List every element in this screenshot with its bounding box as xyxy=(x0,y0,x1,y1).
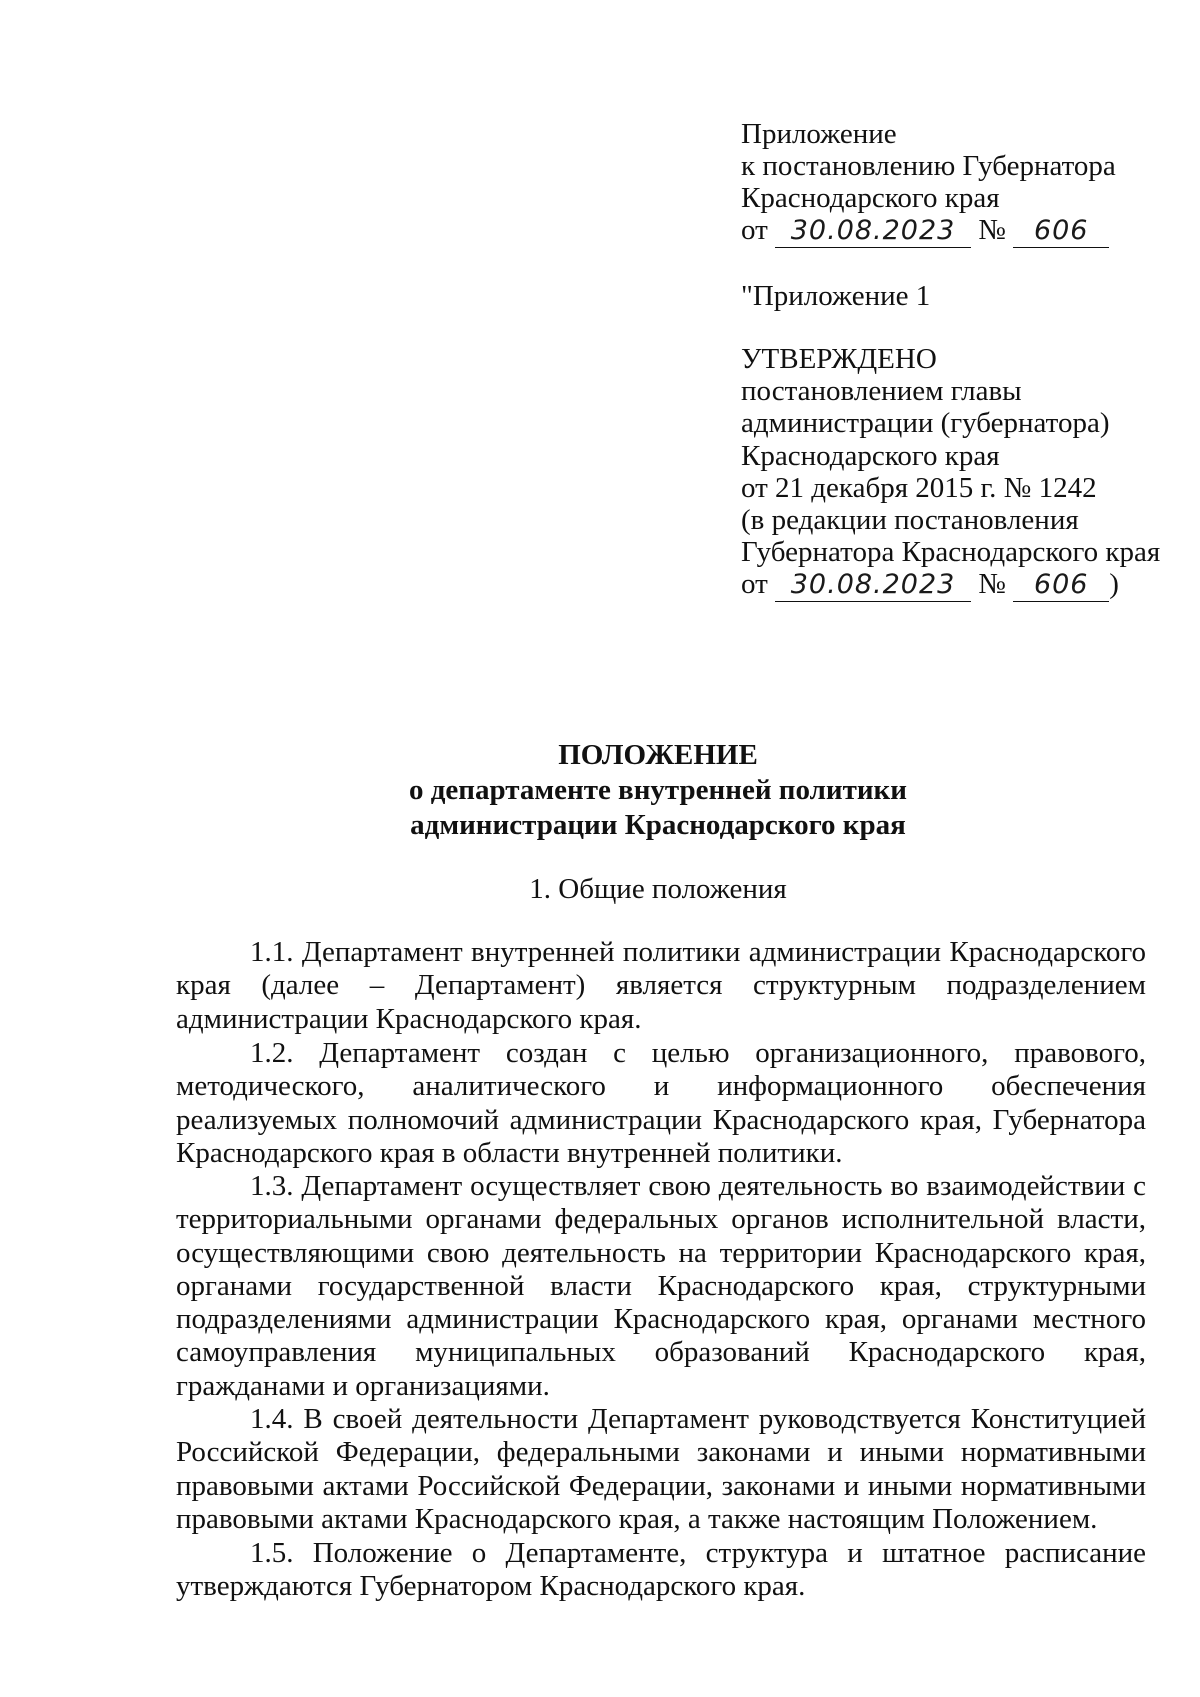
header-line-3: Краснодарского края xyxy=(741,182,1000,214)
document-title: ПОЛОЖЕНИЕ xyxy=(558,739,758,771)
paragraph-1-4: 1.4. В своей деятельности Департамент руководствуется Конституцией Российской Федерации, федеральными законами и иными нормативными правовыми актами Российской Федерации, законами и иными нормативными правовыми актами Краснодарского края, а также настоящим Положением. xyxy=(176,1403,1146,1535)
approved-title: УТВЕРЖДЕНО xyxy=(741,343,937,375)
paragraph-1-2: 1.2. Департамент создан с целью организационного, правового, методического, аналитического и информационного обеспечения реализуемых полномочий администрации Краснодарского края, Губернатора Краснодарского края в области внутренней политики. xyxy=(176,1037,1146,1169)
header-date-prefix: от xyxy=(741,214,768,246)
approved-line-3: Краснодарского края xyxy=(741,440,1000,472)
document-subtitle-2: администрации Краснодарского края xyxy=(410,809,906,841)
section-heading: 1. Общие положения xyxy=(529,873,787,905)
header-number-label: № xyxy=(978,214,1006,246)
approved-handwritten-date: 30.08.2023 xyxy=(775,569,971,602)
header-date-line xyxy=(741,214,1109,248)
header-handwritten-number: 606 xyxy=(1013,215,1109,248)
approved-line-6: Губернатора Краснодарского края xyxy=(741,536,1161,568)
paragraph-1-1: 1.1. Департамент внутренней политики администрации Краснодарского края (далее – Департамент) является структурным подразделением администрации Краснодарского края. xyxy=(176,936,1146,1035)
paragraph-1-5: 1.5. Положение о Департаменте, структура и штатное расписание утверждаются Губернатором Краснодарского края. xyxy=(176,1537,1146,1603)
approved-line-1: постановлением главы xyxy=(741,375,1022,407)
document-subtitle-1: о департаменте внутренней политики xyxy=(409,774,907,806)
header-line-2: к постановлению Губернатора xyxy=(741,150,1116,182)
approved-handwritten-number: 606 xyxy=(1013,569,1109,602)
approved-number-label: № xyxy=(978,568,1006,600)
approved-line-5: (в редакции постановления xyxy=(741,504,1079,536)
header-handwritten-date: 30.08.2023 xyxy=(775,215,971,248)
approved-date-prefix: от xyxy=(741,568,768,600)
appendix-label: "Приложение 1 xyxy=(741,280,931,312)
header-line-1: Приложение xyxy=(741,118,897,150)
approved-date-line xyxy=(741,568,1119,602)
approved-line-4: от 21 декабря 2015 г. № 1242 xyxy=(741,472,1097,504)
paragraph-1-3: 1.3. Департамент осуществляет свою деятельность во взаимодействии с территориальными органами федеральных органов исполнительной власти, осуществляющими свою деятельность на территории Краснодарского края, органами государственной власти Краснодарского края, структурными подразделениями администрации Краснодарского края, органами местного самоуправления муниципальных образований Краснодарского края, гражданами и организациями. xyxy=(176,1170,1146,1402)
approved-closing-paren: ) xyxy=(1109,568,1119,600)
approved-line-2: администрации (губернатора) xyxy=(741,407,1110,439)
